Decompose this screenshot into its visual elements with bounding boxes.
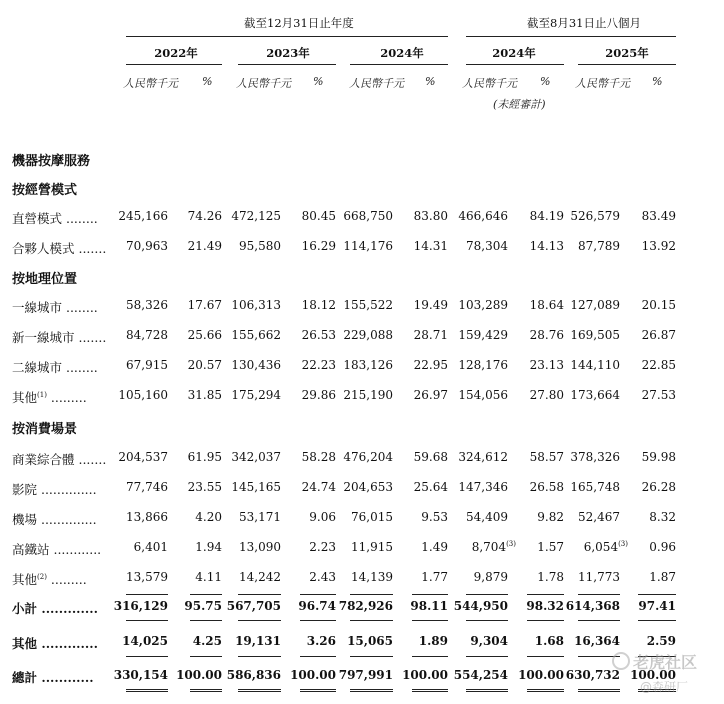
value-rmb: 204,653 (343, 480, 393, 494)
value-percent: 26.58 (529, 480, 564, 494)
row-label: 新一線城市 ....... (12, 330, 107, 345)
value-percent: 96.74 (298, 599, 336, 613)
value-percent: 27.80 (529, 388, 564, 402)
footnote-marker: (3) (618, 540, 628, 548)
value-rmb: 554,254 (453, 668, 508, 682)
double-rule (190, 689, 222, 692)
value-percent: 100.00 (518, 668, 564, 682)
value-rmb: 77,746 (126, 480, 168, 494)
value-rmb: 330,154 (113, 668, 168, 682)
value-percent: 31.85 (187, 388, 222, 402)
value-percent: 27.53 (641, 388, 676, 402)
sum-rule (466, 620, 508, 621)
value-rmb: 183,126 (343, 358, 393, 372)
value-rmb: 145,165 (231, 480, 281, 494)
value-rmb: 173,664 (570, 388, 620, 402)
sum-rule (412, 594, 448, 595)
value-percent: 26.97 (413, 388, 448, 402)
double-rule (466, 689, 508, 692)
value-percent: 26.28 (641, 480, 676, 494)
value-rmb: 544,950 (453, 599, 508, 613)
value-rmb: 6,054$^{(3)}$ (583, 540, 628, 554)
value-rmb: 9,879 (473, 570, 508, 584)
row-label: 合夥人模式 ....... (12, 241, 107, 256)
row-label: 一線城市 ........ (12, 300, 98, 315)
value-percent: 83.49 (641, 209, 676, 223)
sum-rule (578, 594, 620, 595)
value-rmb: 67,915 (126, 358, 168, 372)
value-percent: 4.20 (195, 510, 222, 524)
value-percent: 2.23 (309, 540, 336, 554)
value-rmb: 106,313 (231, 298, 281, 312)
value-percent: 97.41 (638, 599, 676, 613)
value-rmb: 316,129 (113, 599, 168, 613)
year-rule (350, 64, 448, 65)
watermark-logo (612, 650, 697, 673)
sum-rule (238, 594, 281, 595)
value-rmb: 342,037 (231, 450, 281, 464)
value-rmb: 130,436 (231, 358, 281, 372)
value-percent: 1.78 (537, 570, 564, 584)
unit-rmb-thousand: 人民幣千元 (236, 77, 291, 90)
value-rmb: 14,242 (239, 570, 281, 584)
double-rule (350, 689, 393, 692)
row-label: 高鐵站 ............ (12, 542, 102, 557)
value-rmb: 797,991 (338, 668, 393, 682)
double-rule (238, 689, 281, 692)
value-percent: 58.28 (301, 450, 336, 464)
value-rmb: 19,131 (235, 634, 281, 648)
header-rule (466, 36, 676, 37)
year-rule (466, 64, 564, 65)
value-percent: 19.49 (413, 298, 448, 312)
sum-rule (190, 594, 222, 595)
value-rmb: 782,926 (338, 599, 393, 613)
year-2024: 2024年 (380, 46, 424, 60)
sum-rule (527, 656, 564, 657)
value-rmb: 466,646 (458, 209, 508, 223)
value-percent: 95.75 (184, 599, 222, 613)
sum-rule (238, 620, 281, 621)
sum-rule (126, 594, 168, 595)
value-percent: 84.19 (529, 209, 564, 223)
double-rule (527, 689, 564, 692)
header-rule (126, 36, 448, 37)
value-percent: 29.86 (301, 388, 336, 402)
value-rmb: 16,364 (574, 634, 620, 648)
value-percent: 28.76 (529, 328, 564, 342)
value-percent: 59.98 (641, 450, 676, 464)
row-label: 二線城市 ........ (12, 360, 98, 375)
value-percent: 100.00 (402, 668, 448, 682)
year-2023: 2023年 (266, 46, 310, 60)
value-rmb: 586,836 (226, 668, 281, 682)
unit-percent: % (202, 75, 213, 88)
row-label: 總計 ............ (12, 670, 94, 685)
value-percent: 18.64 (529, 298, 564, 312)
sum-rule (350, 656, 393, 657)
footnote-marker: (2) (37, 572, 47, 581)
value-rmb: 175,294 (231, 388, 281, 402)
value-percent: 25.66 (187, 328, 222, 342)
value-percent: 58.57 (529, 450, 564, 464)
value-rmb: 95,580 (239, 239, 281, 253)
value-rmb: 147,346 (458, 480, 508, 494)
value-percent: 22.85 (641, 358, 676, 372)
watermark-handle: @森研厂 (640, 680, 689, 694)
section-machine-service: 機器按摩服務 (12, 154, 91, 169)
value-rmb: 472,125 (231, 209, 281, 223)
value-percent: 13.92 (641, 239, 676, 253)
value-percent: 59.68 (413, 450, 448, 464)
section-by-model: 按經營模式 (12, 183, 78, 198)
value-percent: 1.49 (421, 540, 448, 554)
value-rmb: 52,467 (578, 510, 620, 524)
value-rmb: 103,289 (458, 298, 508, 312)
value-rmb: 144,110 (570, 358, 620, 372)
value-rmb: 128,176 (458, 358, 508, 372)
value-rmb: 13,579 (126, 570, 168, 584)
value-rmb: 155,662 (231, 328, 281, 342)
value-percent: 9.06 (309, 510, 336, 524)
unit-rmb-thousand: 人民幣千元 (575, 77, 630, 90)
sum-rule (350, 620, 393, 621)
value-percent: 8.32 (649, 510, 676, 524)
value-rmb: 6,401 (133, 540, 168, 554)
sum-rule (238, 656, 281, 657)
value-rmb: 78,304 (466, 239, 508, 253)
value-percent: 1.89 (418, 634, 448, 648)
section-by-scene: 按消費場景 (12, 422, 78, 437)
sum-rule (126, 656, 168, 657)
value-percent: 18.12 (301, 298, 336, 312)
value-percent: 28.71 (413, 328, 448, 342)
value-percent: 26.87 (641, 328, 676, 342)
value-rmb: 13,090 (239, 540, 281, 554)
value-rmb: 204,537 (118, 450, 168, 464)
double-rule (126, 689, 168, 692)
value-rmb: 155,522 (343, 298, 393, 312)
double-rule (412, 689, 448, 692)
year-rule (578, 64, 676, 65)
year-rule (238, 64, 336, 65)
value-rmb: 159,429 (458, 328, 508, 342)
value-percent: 61.95 (187, 450, 222, 464)
row-label: 其他$^{(1)}$ ......... (12, 390, 87, 405)
value-percent: 17.67 (187, 298, 222, 312)
value-percent: 0.96 (649, 540, 676, 554)
value-percent: 3.26 (306, 634, 336, 648)
year-2025-interim: 2025年 (605, 46, 649, 60)
unit-percent: % (652, 75, 663, 88)
value-percent: 24.74 (301, 480, 336, 494)
value-rmb: 630,732 (565, 668, 620, 682)
value-percent: 20.57 (187, 358, 222, 372)
value-rmb: 378,326 (570, 450, 620, 464)
value-percent: 21.49 (187, 239, 222, 253)
value-rmb: 11,773 (578, 570, 620, 584)
value-rmb: 229,088 (343, 328, 393, 342)
sum-rule (300, 620, 336, 621)
sum-rule (190, 656, 222, 657)
value-percent: 98.11 (410, 599, 448, 613)
period-header-eight-months: 截至8月31日止八個月 (527, 16, 641, 30)
period-header-full-year: 截至12月31日止年度 (244, 16, 354, 30)
value-percent: 2.59 (646, 634, 676, 648)
value-percent: 1.57 (537, 540, 564, 554)
row-label: 其他$^{(2)}$ ......... (12, 572, 87, 587)
value-rmb: 324,612 (458, 450, 508, 464)
value-percent: 80.45 (301, 209, 336, 223)
sum-rule (300, 594, 336, 595)
value-rmb: 53,171 (239, 510, 281, 524)
sum-rule (300, 656, 336, 657)
value-percent: 100.00 (176, 668, 222, 682)
value-rmb: 668,750 (343, 209, 393, 223)
sum-rule (126, 620, 168, 621)
unit-percent: % (313, 75, 324, 88)
value-rmb: 14,139 (351, 570, 393, 584)
value-percent: 23.55 (187, 480, 222, 494)
year-2022: 2022年 (154, 46, 198, 60)
row-label: 機場 .............. (12, 512, 97, 527)
sum-rule (190, 620, 222, 621)
value-percent: 4.25 (192, 634, 222, 648)
value-rmb: 13,866 (126, 510, 168, 524)
value-percent: 4.11 (195, 570, 222, 584)
value-rmb: 114,176 (343, 239, 393, 253)
watermark-text: 老虎社区 (633, 653, 698, 672)
value-rmb: 165,748 (570, 480, 620, 494)
value-rmb: 169,505 (570, 328, 620, 342)
double-rule (578, 689, 620, 692)
double-rule (300, 689, 336, 692)
value-percent: 100.00 (630, 668, 676, 682)
value-rmb: 567,705 (226, 599, 281, 613)
row-label: 商業綜合體 ....... (12, 452, 107, 467)
value-percent: 14.31 (413, 239, 448, 253)
year-rule (126, 64, 222, 65)
value-rmb: 15,065 (347, 634, 393, 648)
value-percent: 14.13 (529, 239, 564, 253)
value-percent: 16.29 (301, 239, 336, 253)
value-percent: 74.26 (187, 209, 222, 223)
value-rmb: 105,160 (118, 388, 168, 402)
value-percent: 1.68 (534, 634, 564, 648)
row-label: 小計 ............. (12, 601, 98, 616)
value-percent: 1.77 (421, 570, 448, 584)
sum-rule (527, 594, 564, 595)
sum-rule (350, 594, 393, 595)
value-percent: 26.53 (301, 328, 336, 342)
row-label: 其他 ............. (12, 636, 98, 651)
sum-rule (578, 620, 620, 621)
sum-rule (412, 656, 448, 657)
value-rmb: 70,963 (126, 239, 168, 253)
value-percent: 20.15 (641, 298, 676, 312)
value-rmb: 87,789 (578, 239, 620, 253)
value-rmb: 54,409 (466, 510, 508, 524)
value-rmb: 76,015 (351, 510, 393, 524)
value-rmb: 11,915 (351, 540, 393, 554)
section-by-geo: 按地理位置 (12, 272, 78, 287)
value-percent: 2.43 (309, 570, 336, 584)
value-rmb: 127,089 (570, 298, 620, 312)
value-rmb: 245,166 (118, 209, 168, 223)
value-percent: 1.94 (195, 540, 222, 554)
unaudited-note: (未經審計) (493, 98, 546, 111)
sum-rule (466, 594, 508, 595)
value-rmb: 154,056 (458, 388, 508, 402)
value-percent: 22.23 (301, 358, 336, 372)
sum-rule (638, 620, 676, 621)
value-rmb: 8,704$^{(3)}$ (471, 540, 516, 554)
unit-rmb-thousand: 人民幣千元 (462, 77, 517, 90)
unit-rmb-thousand: 人民幣千元 (123, 77, 178, 90)
value-percent: 98.32 (526, 599, 564, 613)
value-percent: 9.82 (537, 510, 564, 524)
value-percent: 22.95 (413, 358, 448, 372)
footnote-marker: (1) (37, 390, 47, 399)
value-rmb: 9,304 (470, 634, 508, 648)
sum-rule (466, 656, 508, 657)
unit-percent: % (540, 75, 551, 88)
value-percent: 83.80 (413, 209, 448, 223)
value-rmb: 84,728 (126, 328, 168, 342)
value-rmb: 614,368 (565, 599, 620, 613)
year-2024-interim: 2024年 (492, 46, 536, 60)
unit-rmb-thousand: 人民幣千元 (349, 77, 404, 90)
footnote-marker: (3) (506, 540, 516, 548)
sum-rule (412, 620, 448, 621)
value-rmb: 526,579 (570, 209, 620, 223)
value-percent: 25.64 (413, 480, 448, 494)
sum-rule (527, 620, 564, 621)
sum-rule (638, 594, 676, 595)
row-label: 直營模式 ........ (12, 211, 98, 226)
value-rmb: 476,204 (343, 450, 393, 464)
value-percent: 100.00 (290, 668, 336, 682)
value-percent: 1.87 (649, 570, 676, 584)
value-rmb: 58,326 (126, 298, 168, 312)
unit-percent: % (425, 75, 436, 88)
value-percent: 9.53 (421, 510, 448, 524)
row-label: 影院 .............. (12, 482, 97, 497)
value-rmb: 215,190 (343, 388, 393, 402)
watermark-icon (612, 652, 630, 670)
value-percent: 23.13 (529, 358, 564, 372)
value-rmb: 14,025 (122, 634, 168, 648)
